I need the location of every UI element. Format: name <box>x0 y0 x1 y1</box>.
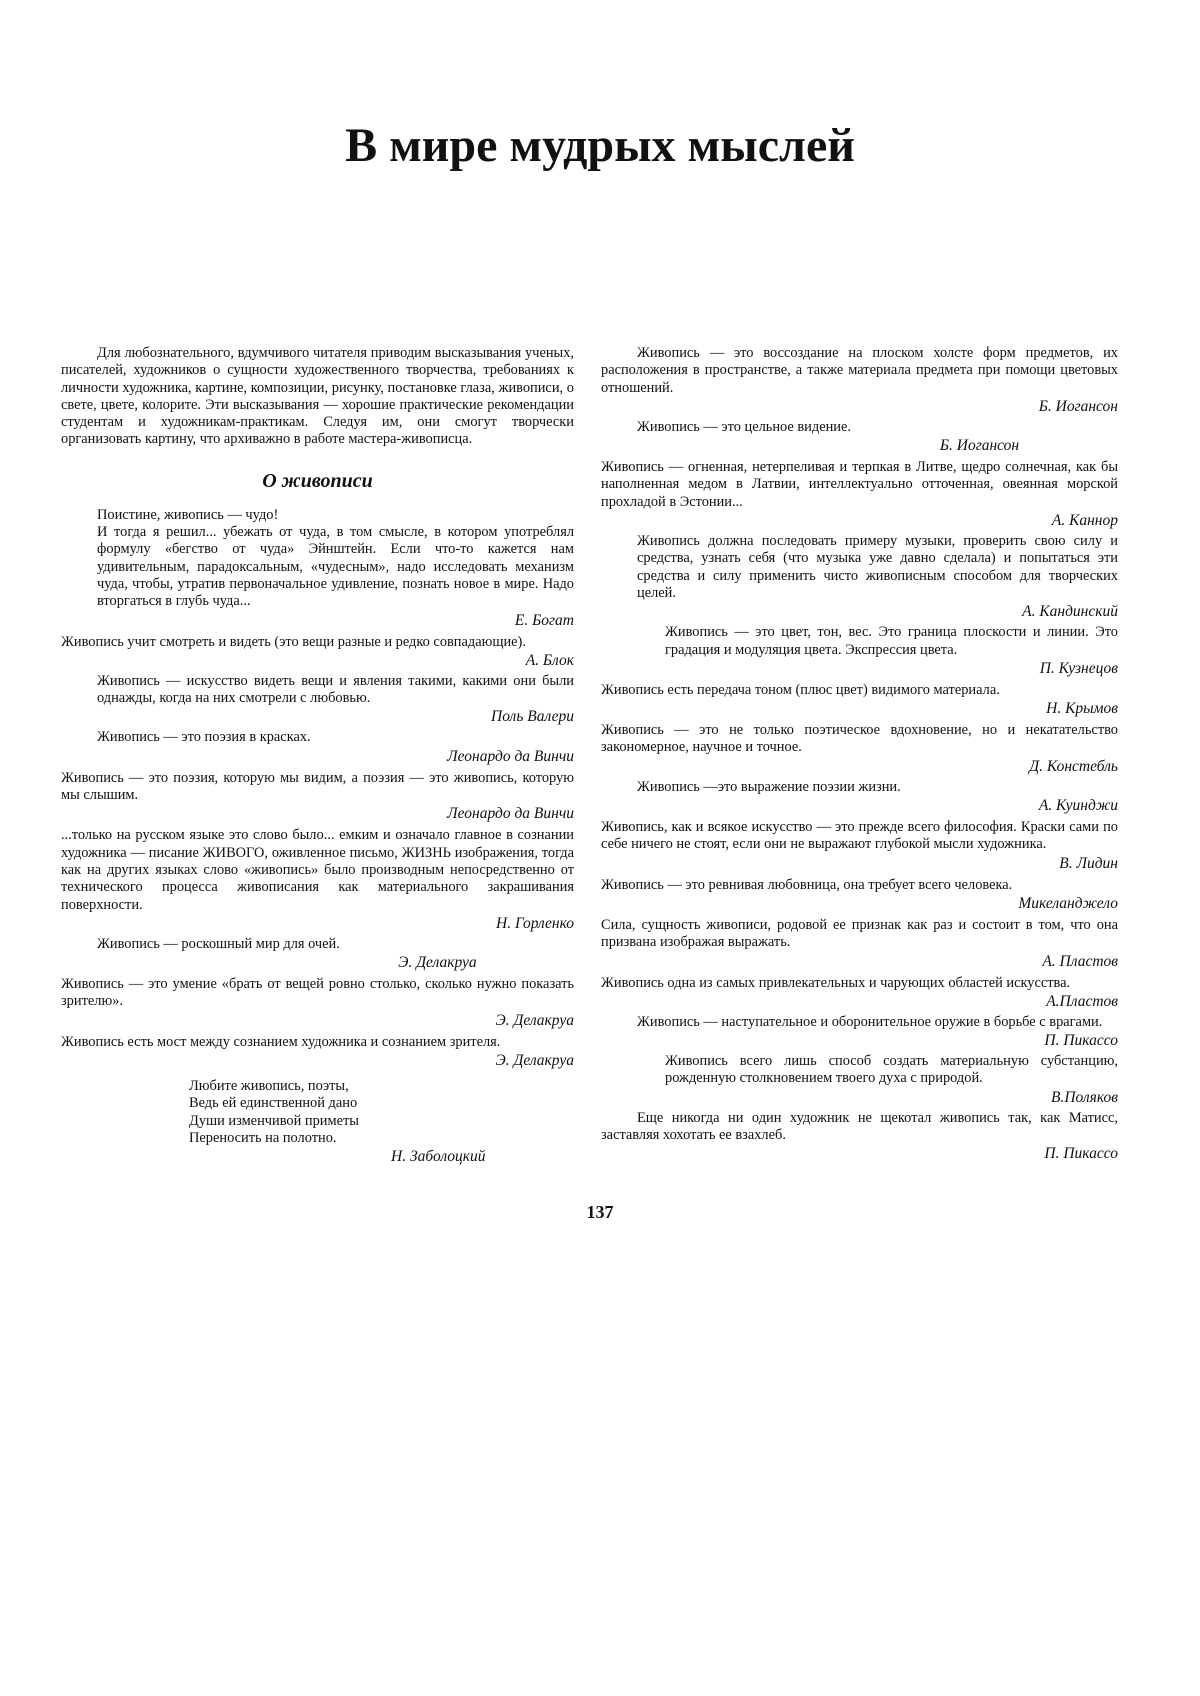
quote-text: ...только на русском языке это слово было... емким и означало главное в сознании художника — писание ЖИВОГО, оживленное письмо, ЖИЗНЬ изображения, тогда как на других языках слово «живопись» было производным непосредственно от технического процесса живописания как материального закрашивания поверхности. <box>61 827 574 913</box>
quote-author: В. Лидин <box>601 855 1118 873</box>
poem-line: Любите живопись, поэты, <box>189 1078 574 1095</box>
quote-text: Живопись одна из самых привлекательных и чарующих областей искусства. <box>601 975 1118 992</box>
quote-text: Живопись должна последовать примеру музыки, проверить свою силу и средства, узнать себя (что музыка уже давно сделала) и попытаться эти средства и силу применить чисто живописным способом для творческих целей. <box>601 533 1118 602</box>
page <box>0 0 1200 1696</box>
quote-text: Живопись —это выражение поэзии жизни. <box>601 779 1118 796</box>
quote-author: Э. Делакруа <box>61 1012 574 1030</box>
quote-text: Живопись учит смотреть и видеть (это вещи разные и редко совпадающие). <box>61 634 574 651</box>
quote-text: Живопись — это воссоздание на плоском холсте форм предметов, их расположения в пространстве, а также материала предмета при помощи цветовых отношений. <box>601 345 1118 397</box>
quote-author: Б. Иогансон <box>601 398 1118 416</box>
right-column <box>601 345 1118 1166</box>
poem-author: Н. Заболоцкий <box>61 1148 574 1166</box>
quote-author: А. Кандинский <box>601 603 1118 621</box>
quote-text: Живопись — это поэзия, которую мы видим, а поэзия — это живопись, которую мы слышим. <box>61 770 574 805</box>
poem-line: Переносить на полотно. <box>189 1130 574 1147</box>
quote-author: Леонардо да Винчи <box>61 748 574 766</box>
quote-author: Е. Богат <box>61 612 574 630</box>
page-title: В мире мудрых мыслей <box>0 118 1200 174</box>
quote-text: Поистине, живопись — чудо! И тогда я решил... убежать от чуда, в том смысле, в котором употреблял формулу «бегство от чуда» Эйнштейн. Если что-то кажется нам удивительным, парадоксальным, «чудесным», надо исследовать механизм чуда, чтобы, утратив первоначальное удивление, познать новое в мире. Надо вторгаться в глубь чуда... <box>61 507 574 611</box>
quote-text: Живопись всего лишь способ создать материальную субстанцию, рожденную столкновением твоего духа с природой. <box>601 1053 1118 1088</box>
quote-author: Э. Делакруа <box>61 954 574 972</box>
poem-line: Души изменчивой приметы <box>189 1113 574 1130</box>
quote-text: Живопись — искусство видеть вещи и явления такими, какими они были однажды, когда на них смотрели с любовью. <box>61 673 574 708</box>
poem <box>61 1078 574 1147</box>
quote-author: А. Каннор <box>601 512 1118 530</box>
section-heading: О живописи <box>61 469 574 493</box>
quote-text: Живопись есть передача тоном (плюс цвет) видимого материала. <box>601 682 1118 699</box>
quote-author: Микеланджело <box>601 895 1118 913</box>
quote-text: Еще никогда ни один художник не щекотал живопись так, как Матисс, заставляя хохотать ее взахлеб. <box>601 1110 1118 1145</box>
quote-text: Живопись — наступательное и оборонительное оружие в борьбе с врагами. <box>601 1014 1118 1031</box>
quote-text: Живопись есть мост между сознанием художника и сознанием зрителя. <box>61 1034 574 1051</box>
quote-text: Живопись — это поэзия в красках. <box>61 729 574 746</box>
quote-text: Живопись — это умение «брать от вещей ровно столько, сколько нужно показать зрителю». <box>61 976 574 1011</box>
quote-author: В.Поляков <box>601 1089 1118 1107</box>
quote-author: Б. Иогансон <box>601 437 1118 455</box>
quote-text: Живопись — огненная, нетерпеливая и терпкая в Литве, щедро солнечная, как бы наполненная медом в Латвии, интеллектуально отточенная, овеянная морской прохладой в Эстонии... <box>601 459 1118 511</box>
quote-author: Леонардо да Винчи <box>61 805 574 823</box>
quote-author: Д. Констебль <box>601 758 1118 776</box>
poem-line: Ведь ей единственной дано <box>189 1095 574 1112</box>
quote-text: Живопись, как и всякое искусство — это прежде всего философия. Краски сами по себе ничего не стоят, если они не выражают глубокой мысли художника. <box>601 819 1118 854</box>
quote-author: Э. Делакруа <box>61 1052 574 1070</box>
quote-author: Н. Крымов <box>601 700 1118 718</box>
quote-text: Сила, сущность живописи, родовой ее признак как раз и состоит в том, что она призвана изображая выражать. <box>601 917 1118 952</box>
quote-text: Живопись — это цвет, тон, вес. Это граница плоскости и линии. Это градация и модуляция цвета. Экспрессия цвета. <box>601 624 1118 659</box>
quote-author: А. Куинджи <box>601 797 1118 815</box>
intro-paragraph: Для любознательного, вдумчивого читателя приводим высказывания ученых, писателей, художников о сущности художественного творчества, требованиях к личности художника, картине, композиции, рисунку, постановке глаза, живописи, о свете, цвете, колорите. Эти высказывания — хорошие практические рекомендации студентам и художникам-практикам. Следуя им, они смогут творчески организовать картину, что архиважно в работе мастера-живописца. <box>61 345 574 449</box>
quote-author: А. Пластов <box>601 953 1118 971</box>
quote-author: П. Пикассо <box>601 1032 1118 1050</box>
quote-author: А.Пластов <box>601 993 1118 1011</box>
quote-text: Живопись — это не только поэтическое вдохновение, но и некатательство закономерное, научное и точное. <box>601 722 1118 757</box>
quote-author: Н. Горленко <box>61 915 574 933</box>
left-column <box>61 345 574 1169</box>
quote-text: Живопись — это цельное видение. <box>601 419 1118 436</box>
quote-author: П. Кузнецов <box>601 660 1118 678</box>
quote-author: А. Блок <box>61 652 574 670</box>
quote-author: Поль Валери <box>61 708 574 726</box>
quote-text: Живопись — это ревнивая любовница, она требует всего человека. <box>601 877 1118 894</box>
quote-text: Живопись — роскошный мир для очей. <box>61 936 574 953</box>
quote-author: П. Пикассо <box>601 1145 1118 1163</box>
page-number: 137 <box>0 1202 1200 1223</box>
